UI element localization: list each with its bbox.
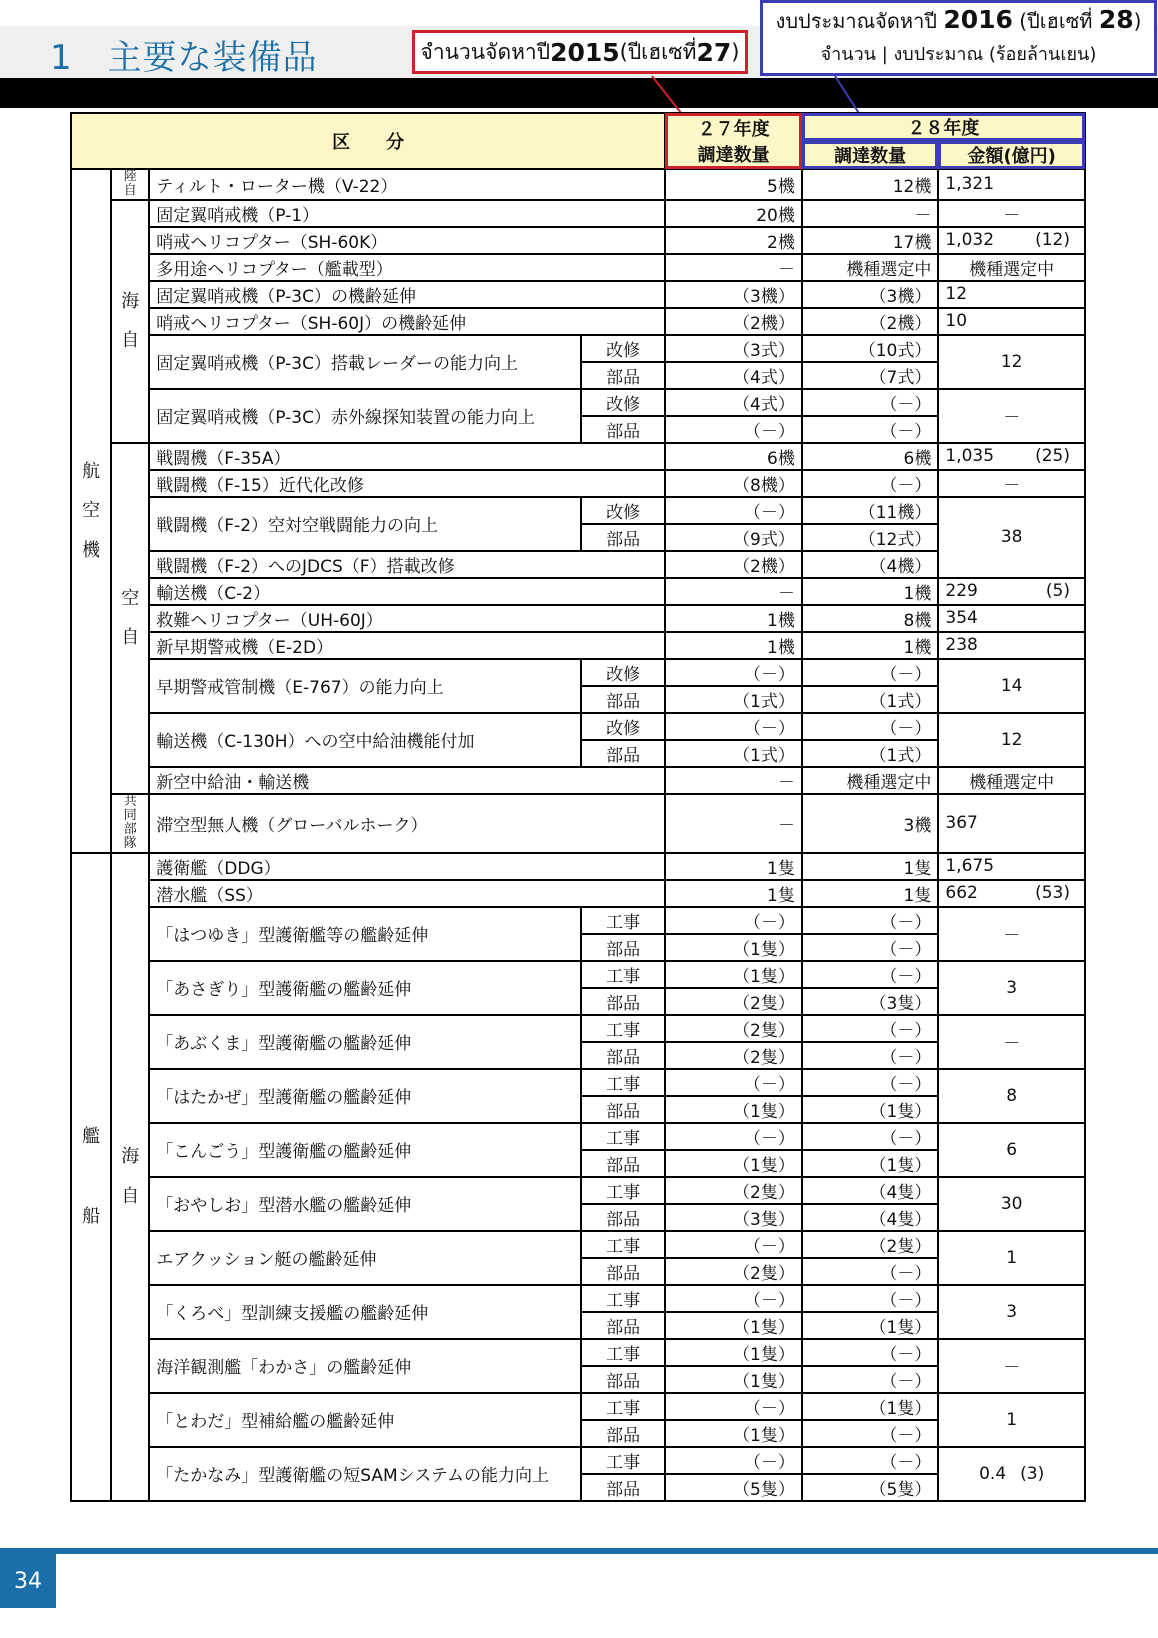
fy27-quantity: （－） (665, 1285, 802, 1312)
page-number: 34 (0, 1554, 56, 1608)
callout-fy2016-line2: จำนวน | งบประมาณ (ร้อยล้านเยน) (820, 44, 1097, 65)
item-name: 新空中給油・輸送機 (149, 767, 665, 794)
table-row (71, 578, 1085, 605)
table-row (71, 389, 1085, 416)
item-name: ティルト・ローター機（V-22） (149, 169, 665, 200)
callout-fy2015-mid: (ปีเฮเซที่ (619, 39, 697, 64)
amount-value: 8 (1006, 1085, 1018, 1106)
fy27-quantity: － (665, 767, 802, 794)
fy27-quantity: （2隻） (665, 988, 802, 1015)
fy27-quantity: （8機） (665, 470, 802, 497)
page-title: 1 主要な装備品 (50, 38, 318, 78)
callout-fy2015-prefix: จำนวนจัดหาปี (420, 39, 551, 64)
fy28-amount (938, 281, 1085, 308)
fy28-amount (938, 1069, 1085, 1123)
fy28-quantity: （1隻） (802, 1096, 939, 1123)
group-asdf: 空 自 (111, 443, 149, 794)
item-name: 「はたかぜ」型護衛艦の艦齢延伸 (149, 1069, 581, 1123)
group-joint: 共同部隊 (111, 794, 149, 853)
fy27-quantity: （4式） (665, 389, 802, 416)
amount-value: 12 (945, 284, 968, 305)
amount-value: － (1003, 1358, 1021, 1379)
table-row (71, 794, 1085, 853)
fy28-amount (938, 308, 1085, 335)
table-row (71, 254, 1085, 281)
fy27-quantity: 5機 (665, 169, 802, 200)
fy28-amount (938, 794, 1085, 853)
fy27-quantity: （－） (665, 416, 802, 443)
amount-value: 1,675 (945, 856, 995, 877)
fy27-quantity: （3隻） (665, 1204, 802, 1231)
sub-type-label: 部品 (581, 740, 665, 767)
fy27-quantity: 20機 (665, 200, 802, 227)
callout-fy2015-suffix: ) (731, 40, 740, 64)
sub-type-label: 部品 (581, 686, 665, 713)
fy28-amount (938, 1285, 1085, 1339)
item-name: 「たかなみ」型護衛艦の短SAMシステムの能力向上 (149, 1447, 581, 1501)
fy28-quantity: （－） (802, 1069, 939, 1096)
fy28-quantity: 機種選定中 (802, 254, 939, 281)
fy27-quantity: （1隻） (665, 1312, 802, 1339)
amount-value: 0.4 (979, 1463, 1007, 1484)
amount-value: 6 (1006, 1139, 1018, 1160)
fy28-quantity: （4隻） (802, 1204, 939, 1231)
sub-type-label: 部品 (581, 1312, 665, 1339)
fy28-quantity: （－） (802, 1339, 939, 1366)
fy27-quantity: 1機 (665, 605, 802, 632)
fy28-quantity: （－） (802, 961, 939, 988)
fy28-quantity: 1隻 (802, 853, 939, 880)
fy28-quantity: 1機 (802, 578, 939, 605)
fy28-quantity: （－） (802, 907, 939, 934)
table-row (71, 767, 1085, 794)
fy28-amount (938, 632, 1085, 659)
sub-type-label: 工事 (581, 1393, 665, 1420)
sub-type-label: 部品 (581, 1096, 665, 1123)
sub-type-label: 改修 (581, 659, 665, 686)
fy28-amount (938, 200, 1085, 227)
fy28-amount (938, 907, 1085, 961)
fy28-quantity: （1式） (802, 686, 939, 713)
fy28-quantity: 1機 (802, 632, 939, 659)
item-name: 早期警戒管制機（E-767）の能力向上 (149, 659, 581, 713)
amount-note: (5) (1045, 581, 1070, 602)
fy27-quantity: （2機） (665, 308, 802, 335)
fy28-quantity: （－） (802, 470, 939, 497)
fy28-amount (938, 1393, 1085, 1447)
item-name: 救難ヘリコプター（UH-60J） (149, 605, 665, 632)
fy28-quantity: （1隻） (802, 1150, 939, 1177)
group-ships: 艦 船 (71, 853, 111, 1501)
fy28-quantity: － (802, 200, 939, 227)
callout-fy2016-suffix: ) (1133, 9, 1142, 33)
fy27-quantity: 6機 (665, 443, 802, 470)
fy28-quantity: （－） (802, 1285, 939, 1312)
amount-note: (12) (1035, 230, 1070, 251)
fy27-quantity: （1隻） (665, 934, 802, 961)
sub-type-label: 部品 (581, 1474, 665, 1501)
table-row (71, 1339, 1085, 1366)
fy28-amount (938, 605, 1085, 632)
amount-value: 10 (945, 311, 968, 332)
amount-note: (3) (1020, 1463, 1045, 1484)
amount-value: 14 (1000, 675, 1023, 696)
sub-type-label: 改修 (581, 713, 665, 740)
fy28-amount (938, 713, 1085, 767)
footer-line (0, 1548, 1158, 1554)
fy27-quantity: （2隻） (665, 1015, 802, 1042)
fy27-quantity: （－） (665, 659, 802, 686)
callout-fy2016-heisei: 28 (1098, 5, 1134, 34)
sub-type-label: 工事 (581, 1285, 665, 1312)
fy28-quantity: （5隻） (802, 1474, 939, 1501)
fy28-quantity: （－） (802, 659, 939, 686)
sub-type-label: 部品 (581, 362, 665, 389)
fy28-quantity: （3機） (802, 281, 939, 308)
amount-value: 1,035 (945, 446, 995, 467)
table-row (71, 200, 1085, 227)
sub-type-label: 部品 (581, 988, 665, 1015)
sub-type-label: 部品 (581, 416, 665, 443)
fy27-quantity: （4式） (665, 362, 802, 389)
fy28-quantity: （3隻） (802, 988, 939, 1015)
fy28-quantity: （－） (802, 713, 939, 740)
fy28-quantity: （－） (802, 1042, 939, 1069)
fy28-quantity: 機種選定中 (802, 767, 939, 794)
fy27-quantity: （－） (665, 1447, 802, 1474)
amount-note: (53) (1035, 883, 1070, 904)
header-fy28-amount: 金額(億円) (938, 141, 1085, 169)
fy27-quantity: （5隻） (665, 1474, 802, 1501)
amount-value: － (1003, 1034, 1021, 1055)
table-row (71, 227, 1085, 254)
sub-type-label: 部品 (581, 934, 665, 961)
fy28-quantity: （1式） (802, 740, 939, 767)
amount-value: 12 (1000, 729, 1023, 750)
item-name: 哨戒ヘリコプター（SH-60J）の機齢延伸 (149, 308, 665, 335)
amount-value: － (1003, 205, 1021, 226)
sub-type-label: 部品 (581, 1204, 665, 1231)
fy27-quantity: （－） (665, 1393, 802, 1420)
fy28-amount (938, 1177, 1085, 1231)
fy28-amount (938, 169, 1085, 200)
table-row (71, 632, 1085, 659)
amount-note: (25) (1035, 446, 1070, 467)
item-name: 潜水艦（SS） (149, 880, 665, 907)
group-msdf-ships: 海 自 (111, 853, 149, 1501)
fy28-quantity: 17機 (802, 227, 939, 254)
item-name: 多用途ヘリコプター（艦載型） (149, 254, 665, 281)
fy28-quantity: （－） (802, 1258, 939, 1285)
fy28-amount (938, 1339, 1085, 1393)
sub-type-label: 工事 (581, 1447, 665, 1474)
fy27-quantity: （－） (665, 1069, 802, 1096)
fy28-amount (938, 389, 1085, 443)
fy28-quantity: （10式） (802, 335, 939, 362)
item-name: 戦闘機（F-15）近代化改修 (149, 470, 665, 497)
fy27-quantity: － (665, 794, 802, 853)
amount-value: 662 (945, 883, 978, 904)
amount-value: 354 (945, 608, 978, 629)
fy28-quantity: 1隻 (802, 880, 939, 907)
fy27-quantity: － (665, 578, 802, 605)
item-name: エアクッション艇の艦齢延伸 (149, 1231, 581, 1285)
sub-type-label: 部品 (581, 1150, 665, 1177)
table-row (71, 1015, 1085, 1042)
sub-type-label: 工事 (581, 1015, 665, 1042)
fy27-quantity: （1式） (665, 686, 802, 713)
fy28-amount (938, 227, 1085, 254)
amount-value: 1,321 (945, 174, 995, 195)
fy27-quantity: （1隻） (665, 1096, 802, 1123)
fy28-amount (938, 497, 1085, 578)
item-name: 「とわだ」型補給艦の艦齢延伸 (149, 1393, 581, 1447)
item-name: 「はつゆき」型護衛艦等の艦齢延伸 (149, 907, 581, 961)
amount-value: 1,032 (945, 230, 995, 251)
item-name: 「あぶくま」型護衛艦の艦齢延伸 (149, 1015, 581, 1069)
sub-type-label: 工事 (581, 907, 665, 934)
fy27-quantity: 2機 (665, 227, 802, 254)
item-name: 戦闘機（F-35A） (149, 443, 665, 470)
fy27-quantity: （1隻） (665, 1339, 802, 1366)
table-row (71, 470, 1085, 497)
fy27-quantity: （1隻） (665, 1366, 802, 1393)
amount-value: 229 (945, 581, 978, 602)
table-row (71, 1285, 1085, 1312)
table-row (71, 659, 1085, 686)
fy28-quantity: （1隻） (802, 1312, 939, 1339)
fy28-quantity: （－） (802, 1015, 939, 1042)
fy27-quantity: （－） (665, 497, 802, 524)
fy27-quantity: （9式） (665, 524, 802, 551)
item-name: 戦闘機（F-2）空対空戦闘能力の向上 (149, 497, 581, 551)
header-fy27-year: ２７年度 (697, 119, 770, 140)
fy28-amount (938, 578, 1085, 605)
fy28-amount (938, 443, 1085, 470)
sub-type-label: 工事 (581, 1177, 665, 1204)
callout-fy2015-year: 2015 (550, 37, 620, 67)
sub-type-label: 工事 (581, 1339, 665, 1366)
table-row (71, 907, 1085, 934)
item-name: 固定翼哨戒機（P-3C）赤外線探知装置の能力向上 (149, 389, 581, 443)
sub-type-label: 部品 (581, 1042, 665, 1069)
fy27-quantity: （2隻） (665, 1177, 802, 1204)
fy27-quantity: （1隻） (665, 961, 802, 988)
fy27-quantity: （2機） (665, 551, 802, 578)
table-row (71, 335, 1085, 362)
table-row (71, 497, 1085, 524)
sub-type-label: 改修 (581, 497, 665, 524)
sub-type-label: 工事 (581, 1123, 665, 1150)
fy28-amount (938, 1447, 1085, 1501)
fy27-quantity: （1隻） (665, 1150, 802, 1177)
fy27-quantity: － (665, 254, 802, 281)
sub-type-label: 工事 (581, 1069, 665, 1096)
fy27-quantity: （－） (665, 1231, 802, 1258)
table-row (71, 880, 1085, 907)
header-fy27 (665, 113, 802, 169)
callout-fy2015-heisei: 27 (696, 37, 732, 67)
fy28-quantity: （11機） (802, 497, 939, 524)
fy28-quantity: （－） (802, 1420, 939, 1447)
table-row (71, 961, 1085, 988)
item-name: 戦闘機（F-2）へのJDCS（F）搭載改修 (149, 551, 665, 578)
header-category: 区 分 (71, 113, 665, 169)
fy27-quantity: （3機） (665, 281, 802, 308)
fy27-quantity: （2隻） (665, 1258, 802, 1285)
item-name: 護衛艦（DDG） (149, 853, 665, 880)
sub-type-label: 部品 (581, 1420, 665, 1447)
fy28-amount (938, 659, 1085, 713)
item-name: 新早期警戒機（E-2D） (149, 632, 665, 659)
fy27-quantity: （－） (665, 907, 802, 934)
item-name: 「あさぎり」型護衛艦の艦齢延伸 (149, 961, 581, 1015)
sub-type-label: 部品 (581, 1258, 665, 1285)
amount-value: 1 (1006, 1247, 1018, 1268)
fy28-quantity: （12式） (802, 524, 939, 551)
fy27-quantity: （2隻） (665, 1042, 802, 1069)
sub-type-label: 改修 (581, 335, 665, 362)
table-row (71, 1231, 1085, 1258)
header-fy27-qty: 調達数量 (697, 145, 770, 166)
sub-type-label: 部品 (581, 524, 665, 551)
fy28-quantity: （2隻） (802, 1231, 939, 1258)
amount-value: 38 (1000, 527, 1023, 548)
fy28-quantity: （1隻） (802, 1393, 939, 1420)
table-row (71, 169, 1085, 200)
fy28-quantity: （－） (802, 1366, 939, 1393)
amount-value: 1 (1006, 1409, 1018, 1430)
item-name: 哨戒ヘリコプター（SH-60K） (149, 227, 665, 254)
table-row (71, 1123, 1085, 1150)
item-name: 「おやしお」型潜水艦の艦齢延伸 (149, 1177, 581, 1231)
callout-fy2016-year: 2016 (943, 5, 1013, 34)
sub-type-label: 改修 (581, 389, 665, 416)
fy27-quantity: 1隻 (665, 853, 802, 880)
item-name: 固定翼哨戒機（P-1） (149, 200, 665, 227)
fy28-amount (938, 767, 1085, 794)
header-fy28-qty: 調達数量 (802, 141, 939, 169)
fy28-quantity: 6機 (802, 443, 939, 470)
amount-value: － (1003, 408, 1021, 429)
fy28-amount (938, 1123, 1085, 1177)
amount-value: 機種選定中 (969, 259, 1055, 280)
amount-value: － (1003, 926, 1021, 947)
header-fy28: ２８年度 (802, 113, 1085, 141)
group-gsdf: 陸自 (111, 169, 149, 200)
table-row (71, 605, 1085, 632)
fy27-quantity: （－） (665, 713, 802, 740)
table-body (71, 169, 1085, 1501)
fy28-quantity: 12機 (802, 169, 939, 200)
item-name: 輸送機（C-2） (149, 578, 665, 605)
fy27-quantity: 1隻 (665, 880, 802, 907)
fy28-amount (938, 1015, 1085, 1069)
fy27-quantity: （3式） (665, 335, 802, 362)
table-row (71, 853, 1085, 880)
fy28-quantity: （－） (802, 1123, 939, 1150)
fy28-amount (938, 961, 1085, 1015)
amount-value: 3 (1006, 977, 1018, 998)
amount-value: 3 (1006, 1301, 1018, 1322)
group-aircraft: 航 空 機 (71, 169, 111, 853)
item-name: 「こんごう」型護衛艦の艦齢延伸 (149, 1123, 581, 1177)
item-name: 海洋観測艦「わかさ」の艦齢延伸 (149, 1339, 581, 1393)
fy28-quantity: （7式） (802, 362, 939, 389)
fy27-quantity: （1隻） (665, 1420, 802, 1447)
fy28-amount (938, 254, 1085, 281)
fy28-quantity: （－） (802, 416, 939, 443)
fy28-amount (938, 853, 1085, 880)
table-row (71, 1069, 1085, 1096)
table-row (71, 281, 1085, 308)
fy27-quantity: 1機 (665, 632, 802, 659)
table-row (71, 713, 1085, 740)
amount-value: － (1003, 475, 1021, 496)
fy28-amount (938, 880, 1085, 907)
amount-value: 12 (1000, 351, 1023, 372)
fy28-amount (938, 470, 1085, 497)
fy28-amount (938, 335, 1085, 389)
fy28-quantity: 8機 (802, 605, 939, 632)
table-row (71, 1177, 1085, 1204)
fy28-amount (938, 1231, 1085, 1285)
callout-fy2016-prefix: งบประมาณจัดหาปี (775, 9, 944, 33)
fy28-quantity: （4機） (802, 551, 939, 578)
fy28-quantity: （－） (802, 1447, 939, 1474)
item-name: 「くろべ」型訓練支援艦の艦齢延伸 (149, 1285, 581, 1339)
fy27-quantity: （1式） (665, 740, 802, 767)
equipment-table (70, 112, 1086, 1502)
table-row (71, 1447, 1085, 1474)
amount-value: 30 (1000, 1193, 1023, 1214)
amount-value: 367 (945, 813, 978, 834)
fy28-quantity: （－） (802, 389, 939, 416)
group-msdf: 海 自 (111, 200, 149, 443)
table-row (71, 308, 1085, 335)
fy28-quantity: （2機） (802, 308, 939, 335)
table-row (71, 443, 1085, 470)
item-name: 固定翼哨戒機（P-3C）の機齢延伸 (149, 281, 665, 308)
sub-type-label: 工事 (581, 1231, 665, 1258)
table-row (71, 1393, 1085, 1420)
item-name: 固定翼哨戒機（P-3C）搭載レーダーの能力向上 (149, 335, 581, 389)
sub-type-label: 部品 (581, 1366, 665, 1393)
fy27-quantity: （－） (665, 1123, 802, 1150)
item-name: 滞空型無人機（グローバルホーク） (149, 794, 665, 853)
fy28-quantity: （4隻） (802, 1177, 939, 1204)
fy28-quantity: 3機 (802, 794, 939, 853)
sub-type-label: 工事 (581, 961, 665, 988)
amount-value: 238 (945, 635, 978, 656)
table-row (71, 551, 1085, 578)
item-name: 輸送機（C-130H）への空中給油機能付加 (149, 713, 581, 767)
amount-value: 機種選定中 (969, 772, 1055, 793)
fy28-quantity: （－） (802, 934, 939, 961)
callout-fy2016-mid: (ปีเฮเซที่ (1012, 9, 1099, 33)
